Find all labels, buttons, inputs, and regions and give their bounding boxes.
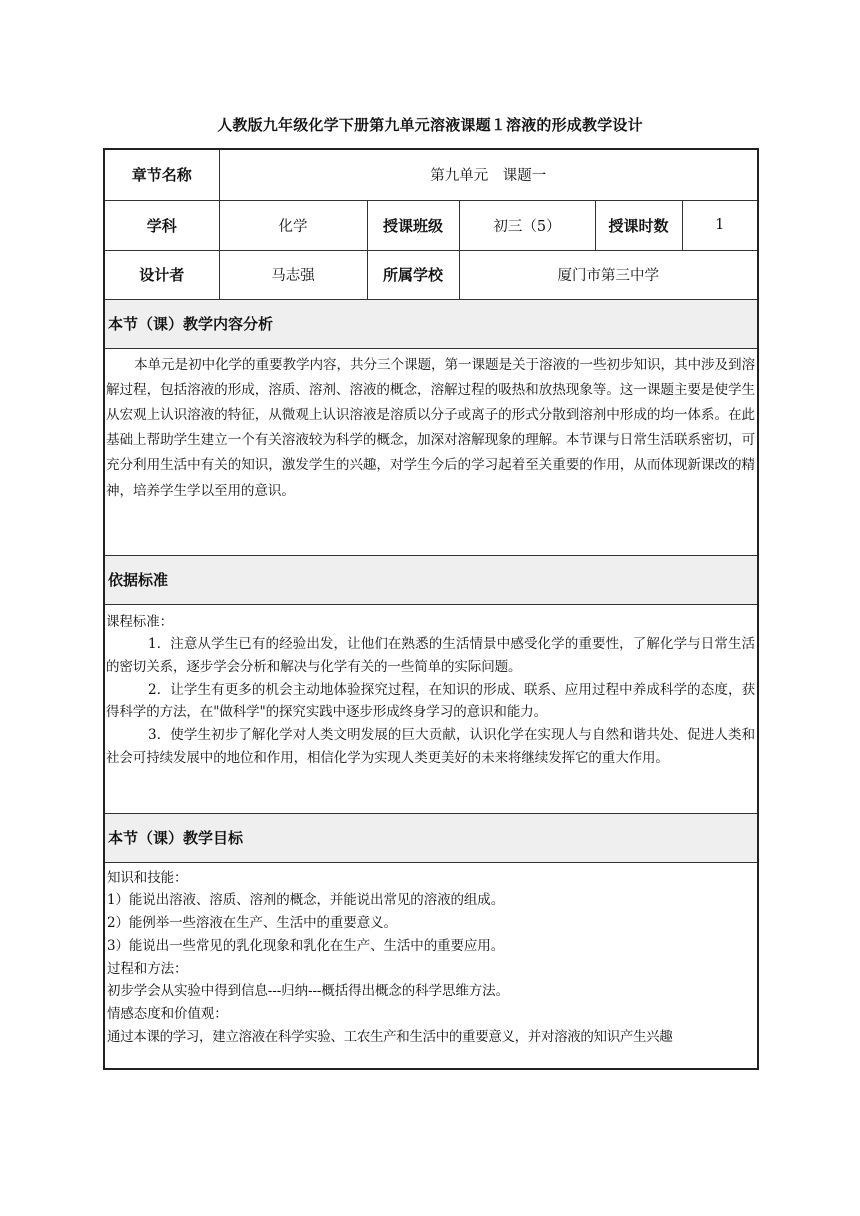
standards-intro: 课程标准： [106, 613, 173, 630]
objective-line: 知识和技能： [107, 869, 188, 886]
subject-label: 学科 [104, 200, 219, 250]
subject-row [104, 200, 758, 250]
designer-label: 设计者 [104, 250, 219, 299]
class-label: 授课班级 [367, 200, 459, 250]
standard-item-3: 3．使学生初步了解化学对人类文明发展的巨大贡献，认识化学在实现人与自然和谐共处、促进人类和社会可持续发展中的地位和作用，相信化学为实现人类更美好的未来将继续发挥它的重大作用。 [106, 727, 755, 766]
standards-heading-row [104, 555, 758, 604]
designer-value: 马志强 [219, 250, 367, 299]
objective-line: 过程和方法： [107, 960, 188, 977]
content-analysis-heading: 本节（课）教学内容分析 [104, 299, 758, 348]
chapter-row [104, 149, 758, 200]
chapter-value: 第九单元 课题一 [219, 149, 758, 200]
standards-body-row [104, 604, 758, 813]
objective-line: 2）能例举一些溶液在生产、生活中的重要意义。 [107, 915, 397, 932]
lesson-plan-table [103, 148, 759, 1070]
document-title: 人教版九年级化学下册第九单元溶液课题１溶液的形成教学设计 [217, 116, 643, 134]
objective-line: 通过本课的学习，建立溶液在科学实验、工农生产和生活中的重要意义，并对溶液的知识产生兴趣 [107, 1029, 673, 1046]
standards-heading: 依据标准 [104, 555, 758, 604]
content-analysis-heading-row [104, 299, 758, 348]
standard-item-1: 1．注意从学生已有的经验出发，让他们在熟悉的生活情景中感受化学的重要性，了解化学与日常生活的密切关系，逐步学会分析和解决与化学有关的一些简单的实际问题。 [106, 636, 755, 675]
objectives-heading: 本节（课）教学目标 [104, 813, 758, 862]
standard-item-2: 2．让学生有更多的机会主动地体验探究过程，在知识的形成、联系、应用过程中养成科学的态度，获得科学的方法，在"做科学"的探究实践中逐步形成终身学习的意识和能力。 [106, 681, 755, 721]
standards-body [104, 604, 758, 813]
objectives-heading-row [104, 813, 758, 862]
objective-line: 初步学会从实验中得到信息---归纳---概括得出概念的科学思维方法。 [107, 983, 509, 1000]
school-label: 所属学校 [367, 250, 459, 299]
hours-value: 1 [682, 200, 758, 250]
chapter-label: 章节名称 [104, 149, 219, 200]
objective-line: 情感态度和价值观： [107, 1006, 228, 1023]
content-analysis-body-row [104, 348, 758, 555]
objective-line: 1）能说出溶液、溶质、溶剂的概念，并能说出常见的溶液的组成。 [107, 892, 505, 909]
subject-value: 化学 [219, 200, 367, 250]
content-analysis-paragraph: 本单元是初中化学的重要教学内容，共分三个课题，第一课题是关于溶液的一些初步知识，其中涉及到溶解过程，包括溶液的形成，溶质、溶剂、溶液的概念，溶解过程的吸热和放热现象等。这一课题主要是使学生从宏观上认识溶液的特征，从微观上认识溶液是溶质以分子或离子的形式分散到溶剂中形成的均一体系。在此基础上帮助学生建立一个有关溶液较为科学的概念，加深对溶解现象的理解。本节课与日常生活联系密切，可充分利用生活中有关的知识，激发学生的兴趣，对学生今后的学习起着至关重要的作用，从而体现新课改的精神，培养学生学以至用的意识。 [106, 356, 755, 499]
hours-label: 授课时数 [595, 200, 682, 250]
objective-line: 3）能说出一些常见的乳化现象和乳化在生产、生活中的重要应用。 [107, 937, 505, 954]
designer-row [104, 250, 758, 299]
objectives-body [104, 862, 758, 1069]
school-value: 厦门市第三中学 [459, 250, 758, 299]
class-value: 初三（5） [459, 200, 595, 250]
objectives-body-row [104, 862, 758, 1069]
content-analysis-body [104, 348, 758, 555]
